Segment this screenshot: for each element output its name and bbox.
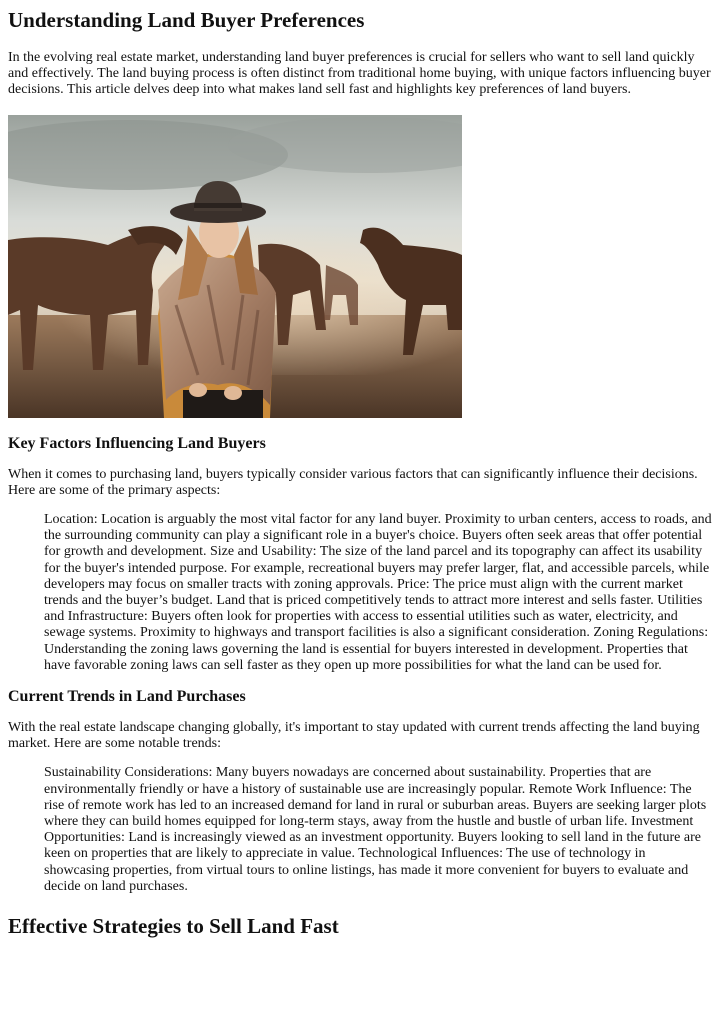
article	[0, 7, 720, 939]
article-photo	[8, 115, 462, 418]
page-title: Understanding Land Buyer Preferences	[8, 8, 365, 32]
section-heading-key-factors: Key Factors Influencing Land Buyers	[8, 434, 266, 452]
section-heading-strategies: Effective Strategies to Sell Land Fast	[8, 914, 339, 939]
section-heading-current-trends: Current Trends in Land Purchases	[8, 688, 246, 706]
section-lead-current-trends: With the real estate landscape changing globally, it's important to stay updated with current trends affecting the land buying market. Here are some notable trends:	[8, 720, 700, 752]
key-factors-quote: Location: Location is arguably the most vital factor for any land buyer. Proximity to urban centers, access to roads, and the surrounding community can play a significant role in a buyer's choice. Buyers often seek areas that offer potential for growth and development. Size and Usability: The size of the land parcel and its topography can affect its usability for the buyer's intended purpose. For example, recreational buyers may prefer larger, flat, and accessible parcels, while developers may focus on smaller tracts with zoning approvals. Price: The price must align with the current market trends and the buyer’s budget. Land that is priced competitively tends to attract more interest and sells faster. Utilities and Infrastructure: Buyers often look for properties with access to essential utilities such as water, electricity, and sewage systems. Proximity to highways and transport facilities is also a significant consideration. Zoning Regulations: Understanding the zoning laws governing the land is essential for buyers interested in development. Properties that have favorable zoning laws can sell faster as they open up more possibilities for what the land can be used for.	[44, 512, 712, 673]
section-lead-key-factors: When it comes to purchasing land, buyers typically consider various factors that can significantly influence their decisions. Here are some of the primary aspects:	[8, 466, 698, 498]
intro-paragraph: In the evolving real estate market, understanding land buyer preferences is crucial for sellers who want to sell land quickly and effectively. The land buying process is often distinct from traditional home buying, with unique factors influencing buyer decisions. This article delves deep into what makes land sell fast and highlights key preferences of land buyers.	[8, 50, 711, 98]
current-trends-quote: Sustainability Considerations: Many buyers nowadays are concerned about sustainability. Properties that are environmentally friendly or have a history of sustainable use are increasingly popular. Remote Work Influence: The rise of remote work has led to an increased demand for land in rural or suburban areas. Buyers are seeking larger plots where they can build homes equipped for long-term stays, away from the hustle and bustle of urban life. Investment Opportunities: Land is increasingly viewed as an investment opportunity. Buyers looking to sell land in the future are keen on properties that are likely to appreciate in value. Technological Influences: The use of technology in showcasing properties, from virtual tours to online listings, has made it more convenient for buyers to evaluate and decide on land purchases.	[44, 765, 707, 894]
